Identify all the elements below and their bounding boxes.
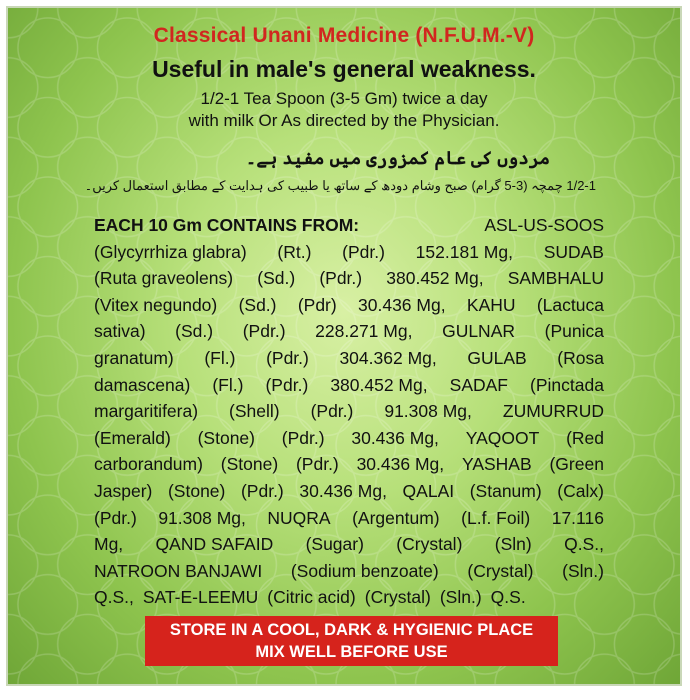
ingredient-text: (Fl.) — [212, 374, 244, 395]
ingredient-text: (Red — [566, 427, 604, 448]
ingredients-list — [94, 212, 604, 611]
ingredient-text: 152.181 Mg, — [415, 241, 513, 262]
ingredient-text: GULAB — [467, 347, 527, 368]
ingredient-text: (Sd.) — [175, 321, 214, 342]
ingredient-text: Q.S., — [94, 587, 134, 608]
ingredient-text: 17.116 — [551, 507, 604, 528]
ingredient-text: 304.362 Mg, — [339, 347, 437, 368]
ingredient-text: (Pdr.) — [266, 347, 309, 368]
ingredient-text: (Pdr.) — [342, 241, 385, 262]
ingredient-text: (Sodium benzoate) — [290, 560, 439, 581]
storage-warning — [145, 616, 558, 666]
ingredient-text: SUDAB — [543, 241, 604, 262]
ingredient-text: (Crystal) — [396, 534, 463, 555]
ingredient-text: (Sd.) — [238, 294, 277, 315]
ingredient-text: (Argentum) — [352, 507, 440, 528]
ingredient-text: Q.S. — [490, 587, 526, 608]
ingredient-text: SAT-E-LEEMU — [142, 587, 259, 608]
ingredient-text: (Pdr.) — [265, 374, 309, 395]
ingredient-line — [94, 345, 604, 372]
ingredient-text: GULNAR — [442, 321, 516, 342]
dosage-line-1: 1/2-1 Tea Spoon (3-5 Gm) twice a day — [200, 89, 488, 108]
ingredient-text: EACH 10 Gm CONTAINS FROM: — [94, 215, 360, 235]
ingredient-text: (Crystal) — [364, 587, 431, 608]
ingredient-text: Q.S., — [564, 534, 604, 555]
ingredient-text: (Rosa — [557, 347, 604, 368]
ingredient-text: (Pdr.) — [240, 480, 284, 501]
ingredient-text: (Punica — [544, 321, 604, 342]
ingredient-text: (Ruta graveolens) — [94, 268, 234, 289]
ingredient-text: Mg, — [94, 534, 124, 555]
ingredient-text: 30.436 Mg, — [299, 480, 387, 501]
ingredient-text: (Stone) — [197, 427, 255, 448]
ingredient-text: 91.308 Mg, — [384, 401, 472, 422]
ingredient-text: 30.436 Mg, — [356, 454, 445, 475]
ingredient-text: (Pdr.) — [242, 321, 286, 342]
ingredient-text: 91.308 Mg, — [158, 507, 246, 528]
ingredient-text: NUQRA — [267, 507, 331, 528]
ingredient-text: (Pdr.) — [281, 427, 325, 448]
ingredient-text: damascena) — [94, 374, 191, 395]
ingredient-line — [94, 398, 604, 425]
ingredient-text: (Pinctada — [530, 374, 604, 395]
storage-line-1: STORE IN A COOL, DARK & HYGIENIC PLACE — [169, 621, 534, 639]
ingredient-text: (Rt.) — [277, 241, 312, 262]
ingredient-line — [94, 318, 604, 345]
ingredient-text: YAQOOT — [465, 427, 540, 448]
storage-line-2: MIX WELL BEFORE USE — [255, 643, 448, 661]
ingredient-text: KAHU — [466, 294, 516, 315]
ingredient-text: (Sd.) — [257, 268, 296, 289]
ingredient-line — [94, 558, 604, 585]
ingredient-line — [94, 584, 604, 611]
ingredient-text: (Pdr.) — [94, 507, 137, 528]
ingredient-text: (Sln) — [494, 534, 532, 555]
ingredient-text: (Stone) — [220, 454, 279, 475]
ingredient-text: (Pdr.) — [310, 401, 354, 422]
dosage-instructions — [8, 88, 680, 132]
ingredient-text: 380.452 Mg, — [386, 268, 484, 289]
ingredient-text: Jasper) — [94, 480, 153, 501]
ingredient-text: (Stone) — [167, 480, 226, 501]
ingredient-text: (Shell) — [229, 401, 280, 422]
ingredient-text: QALAI — [402, 480, 455, 501]
ingredient-text: (Stanum) — [469, 480, 542, 501]
ingredient-text: (Citric acid) — [267, 587, 356, 608]
ingredient-text: ZUMURRUD — [502, 401, 604, 422]
ingredient-text: margaritifera) — [94, 401, 199, 422]
ingredient-text: (Pdr.) — [295, 454, 339, 475]
ingredient-line — [94, 425, 604, 452]
ingredient-text: NATROON BANJAWI — [94, 560, 263, 581]
urdu-benefit-text: مردوں کی عام کمزوری میں مفید ہے۔ — [245, 148, 550, 168]
ingredient-line — [94, 212, 604, 239]
urdu-dosage-text: 1/2-1 چمچہ (3-5 گرام) صبح وشام دودھ کے ساتھ یا طبیب کی ہدایت کے مطابق استعمال کریں۔ — [84, 178, 596, 193]
ingredient-line — [94, 451, 604, 478]
ingredient-text: SAMBHALU — [507, 268, 604, 289]
ingredient-text: (Sln.) — [439, 587, 482, 608]
ingredient-text: (Fl.) — [204, 347, 236, 368]
ingredient-text: 30.436 Mg, — [358, 294, 446, 315]
ingredient-text: (Lactuca — [536, 294, 604, 315]
ingredient-text: (Sln.) — [562, 560, 604, 581]
ingredient-text: 228.271 Mg, — [315, 321, 413, 342]
label-subtitle: Useful in male's general weakness. — [152, 56, 536, 82]
ingredient-text: (Sugar) — [305, 534, 364, 555]
ingredient-text: (L.f. Foil) — [461, 507, 531, 528]
ingredient-text: carborandum) — [94, 454, 203, 475]
ingredient-text: (Crystal) — [467, 560, 534, 581]
ingredient-text: SADAF — [449, 374, 508, 395]
product-label — [6, 6, 682, 686]
ingredient-line — [94, 478, 604, 505]
ingredient-text: sativa) — [94, 321, 146, 342]
ingredient-text: granatum) — [94, 347, 174, 368]
ingredient-text: ASL-US-SOOS — [484, 215, 604, 235]
ingredient-text: (Glycyrrhiza glabra) — [94, 241, 247, 262]
label-title: Classical Unani Medicine (N.F.U.M.-V) — [153, 24, 535, 47]
ingredient-text: (Calx) — [557, 480, 604, 501]
ingredient-line — [94, 292, 604, 319]
ingredient-text: 380.452 Mg, — [330, 374, 428, 395]
ingredient-text: (Pdr) — [297, 294, 337, 315]
ingredient-line — [94, 239, 604, 266]
ingredient-line — [94, 505, 604, 532]
ingredient-line — [94, 531, 604, 558]
ingredient-text: 30.436 Mg, — [351, 427, 439, 448]
ingredient-text: QAND SAFAID — [155, 534, 274, 555]
ingredient-line — [94, 372, 604, 399]
ingredient-text: (Green — [549, 454, 604, 475]
ingredient-line — [94, 265, 604, 292]
ingredient-text: (Pdr.) — [319, 268, 363, 289]
dosage-line-2: with milk Or As directed by the Physician. — [188, 111, 500, 130]
ingredient-text: YASHAB — [461, 454, 532, 475]
ingredient-text: (Emerald) — [94, 427, 171, 448]
ingredient-text: (Vitex negundo) — [94, 294, 218, 315]
